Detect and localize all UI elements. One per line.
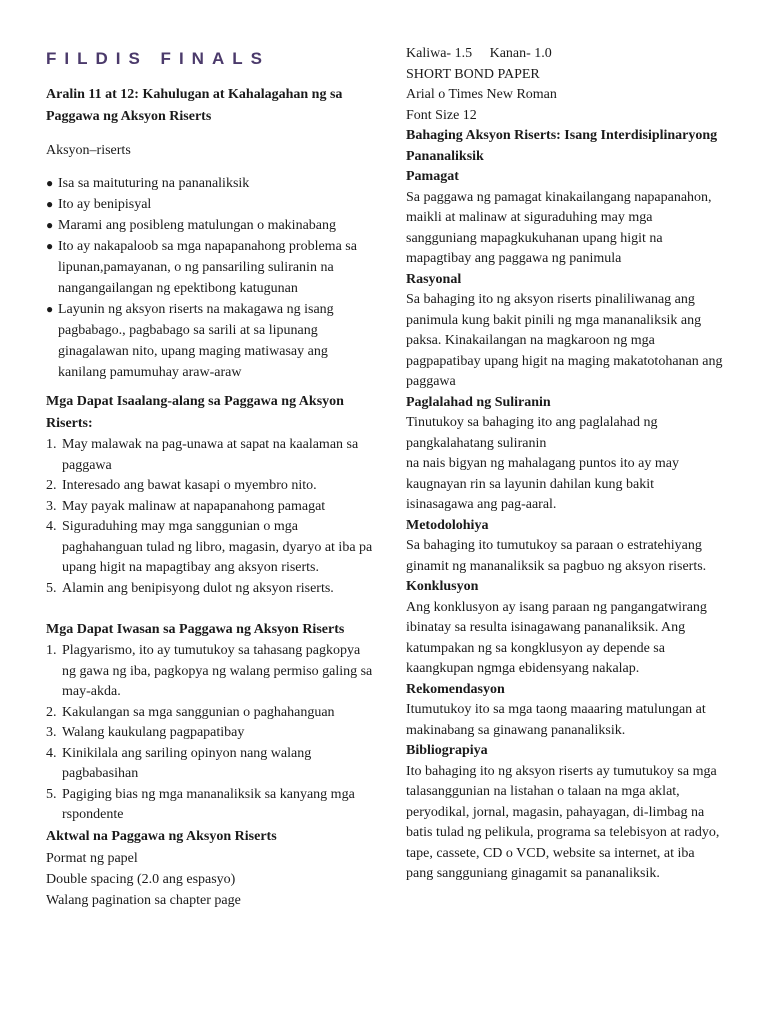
lesson-title: Aralin 11 at 12: Kahulugan at Kahalagahan ng sa Paggawa ng Aksyon Riserts <box>46 87 343 124</box>
list-item: 2. Interesado ang bawat kasapi o myembro nito. <box>46 478 317 493</box>
list-item: ● Marami ang posibleng matulungan o makinabang <box>46 215 376 236</box>
section-body: Sa paggawa ng pamagat kinakailangang napapanahon, maikli at malinaw at siguraduhing may mga sangguniang mapagkukuhanan upang higit na mapagtibay ang paggawa ng panimula <box>406 189 712 266</box>
left-column <box>46 0 376 911</box>
section-title: Metodolohiya <box>406 517 489 533</box>
list-item: 3. Walang kaukulang pagpapatibay <box>46 725 245 740</box>
section-title: Paglalahad ng Suliranin <box>406 394 551 410</box>
format-line: Arial o Times New Roman <box>406 87 557 102</box>
considerations-heading: Mga Dapat Isaalang-alang sa Paggawa ng Aksyon Riserts: <box>46 394 344 431</box>
section-body: Ang konklusyon ay isang paraan ng pangangatwirang ibinatay sa resulta isinagawang pananaliksik. Ang katumpakan ng sa kongklusyon ay depende sa kaangkupan ngmga ebidensyang nakalap. <box>406 599 707 676</box>
bullet-icon: ● <box>46 176 54 190</box>
list-item: ● Layunin ng aksyon riserts na makagawa ng isang pagbabago., pagbabago sa sarili at sa lipunang ginagalawan nito, upang maging matiwasay ang kanilang pamumuhay araw-araw <box>46 299 376 383</box>
section-paglalahad <box>406 393 724 516</box>
section-title: Konklusyon <box>406 579 479 594</box>
list-item: ● Isa sa maituturing na pananaliksik <box>46 173 376 194</box>
format-line: Double spacing (2.0 ang espasyo) <box>46 871 236 887</box>
format-line: Walang pagination sa chapter page <box>46 892 241 908</box>
format-line: Font Size 12 <box>406 107 477 123</box>
document-title: FILDIS FINALS <box>46 49 270 68</box>
parts-heading: Bahaging Aksyon Riserts: Isang Interdisiplinaryong Pananaliksik <box>406 128 718 164</box>
avoid-list <box>46 641 376 826</box>
section-body: Itumutukoy ito sa mga taong maaaring matulungan at makinabang sa ginawang pananaliksik. <box>406 702 706 738</box>
considerations-list <box>46 435 376 599</box>
section-title: Bibliograpiya <box>406 743 488 758</box>
list-item: 5. Alamin ang benipisyong dulot ng aksyon riserts. <box>46 580 334 596</box>
format-line: SHORT BOND PAPER <box>406 66 540 82</box>
section-pamagat <box>406 167 724 270</box>
right-column <box>406 0 724 885</box>
bullet-icon: ● <box>46 197 54 211</box>
list-item: 5. Pagiging bias ng mga mananaliksik sa kanyang mga rspondente <box>46 786 355 822</box>
list-item: ● Ito ay nakapaloob sa mga napapanahong problema sa lipunan,pamayanan, o ng pansariling suliranin na nangangailangan ng epektibong katugunan <box>46 236 376 299</box>
section-body: Sa bahaging ito ng aksyon riserts pinaliliwanag ang panimula kung bakit pinili ng mga mananaliksik ang paksa. Kinakailangan na magkaroon ng mga pagpapatibay upang higit na maging makatotohanan ang paggawa <box>406 292 723 389</box>
section-title: Rekomendasyon <box>406 681 505 697</box>
section-rasyonal <box>406 270 724 393</box>
list-item: 3. May payak malinaw at napapanahong pamagat <box>46 498 326 514</box>
list-item: 2. Kakulangan sa mga sanggunian o paghahanguan <box>46 704 335 720</box>
list-item: 4. Kinikilala ang sariling opinyon nang walang pagbabasihan <box>46 745 312 781</box>
section-body: Ito bahaging ito ng aksyon riserts ay tumutukoy sa mga talasanggunian na listahan o talaan na mga aklat, peryodikal, jornal, magasin, pahayagan, di-limbag na batis tulad ng pelikula, programa sa telebisyon at radyo, tape, cassete, CD o VCD, website sa internet, at iba pang sangguniang ginagamit sa pananaliksik. <box>406 763 720 881</box>
section-title: Rasyonal <box>406 271 462 287</box>
list-item: ● Ito ay benipisyal <box>46 194 376 215</box>
actual-writing-heading: Aktwal na Paggawa ng Aksyon Riserts <box>46 828 277 844</box>
section-bibliograpiya <box>406 741 724 885</box>
section-konklusyon <box>406 577 724 680</box>
list-item: 1. Plagyarismo, ito ay tumutukoy sa tahasang pagkopya ng gawa ng iba, pagkopya ng walang permiso galing sa may-akda. <box>46 643 373 699</box>
bullet-icon: ● <box>46 302 54 316</box>
format-line: Kaliwa- 1.5 Kanan- 1.0 <box>406 46 552 61</box>
section-body: Sa bahaging ito tumutukoy sa paraan o estratehiyang ginamit ng mananaliksik sa pagbuo ng aksyon riserts. <box>406 538 707 574</box>
list-item: 1. May malawak na pag-unawa at sapat na kaalaman sa paggawa <box>46 437 359 473</box>
avoid-heading: Mga Dapat Iwasan sa Paggawa ng Aksyon Riserts <box>46 622 345 637</box>
section-body: Tinutukoy sa bahaging ito ang paglalahad ng pangkalahatang suliranin na nais bigyan ng mahalagang puntos ito ay may kaugnayan rin sa layunin dahilan kung bakit isinasagawa ang pag-aaral. <box>406 415 679 512</box>
section-metodolohiya <box>406 516 724 578</box>
bullet-icon: ● <box>46 218 54 232</box>
term-heading: Aksyon–riserts <box>46 143 131 158</box>
definition-bullet-list <box>46 173 376 383</box>
format-line: Pormat ng papel <box>46 850 138 866</box>
section-title: Pamagat <box>406 169 459 184</box>
list-item: 4. Siguraduhing may mga sanggunian o mga paghahanguan tulad ng libro, magasin, dyaryo at iba pa upang higit na mapagtibay ang aksyon riserts. <box>46 519 373 575</box>
bullet-icon: ● <box>46 239 54 253</box>
section-rekomendasyon <box>406 680 724 742</box>
